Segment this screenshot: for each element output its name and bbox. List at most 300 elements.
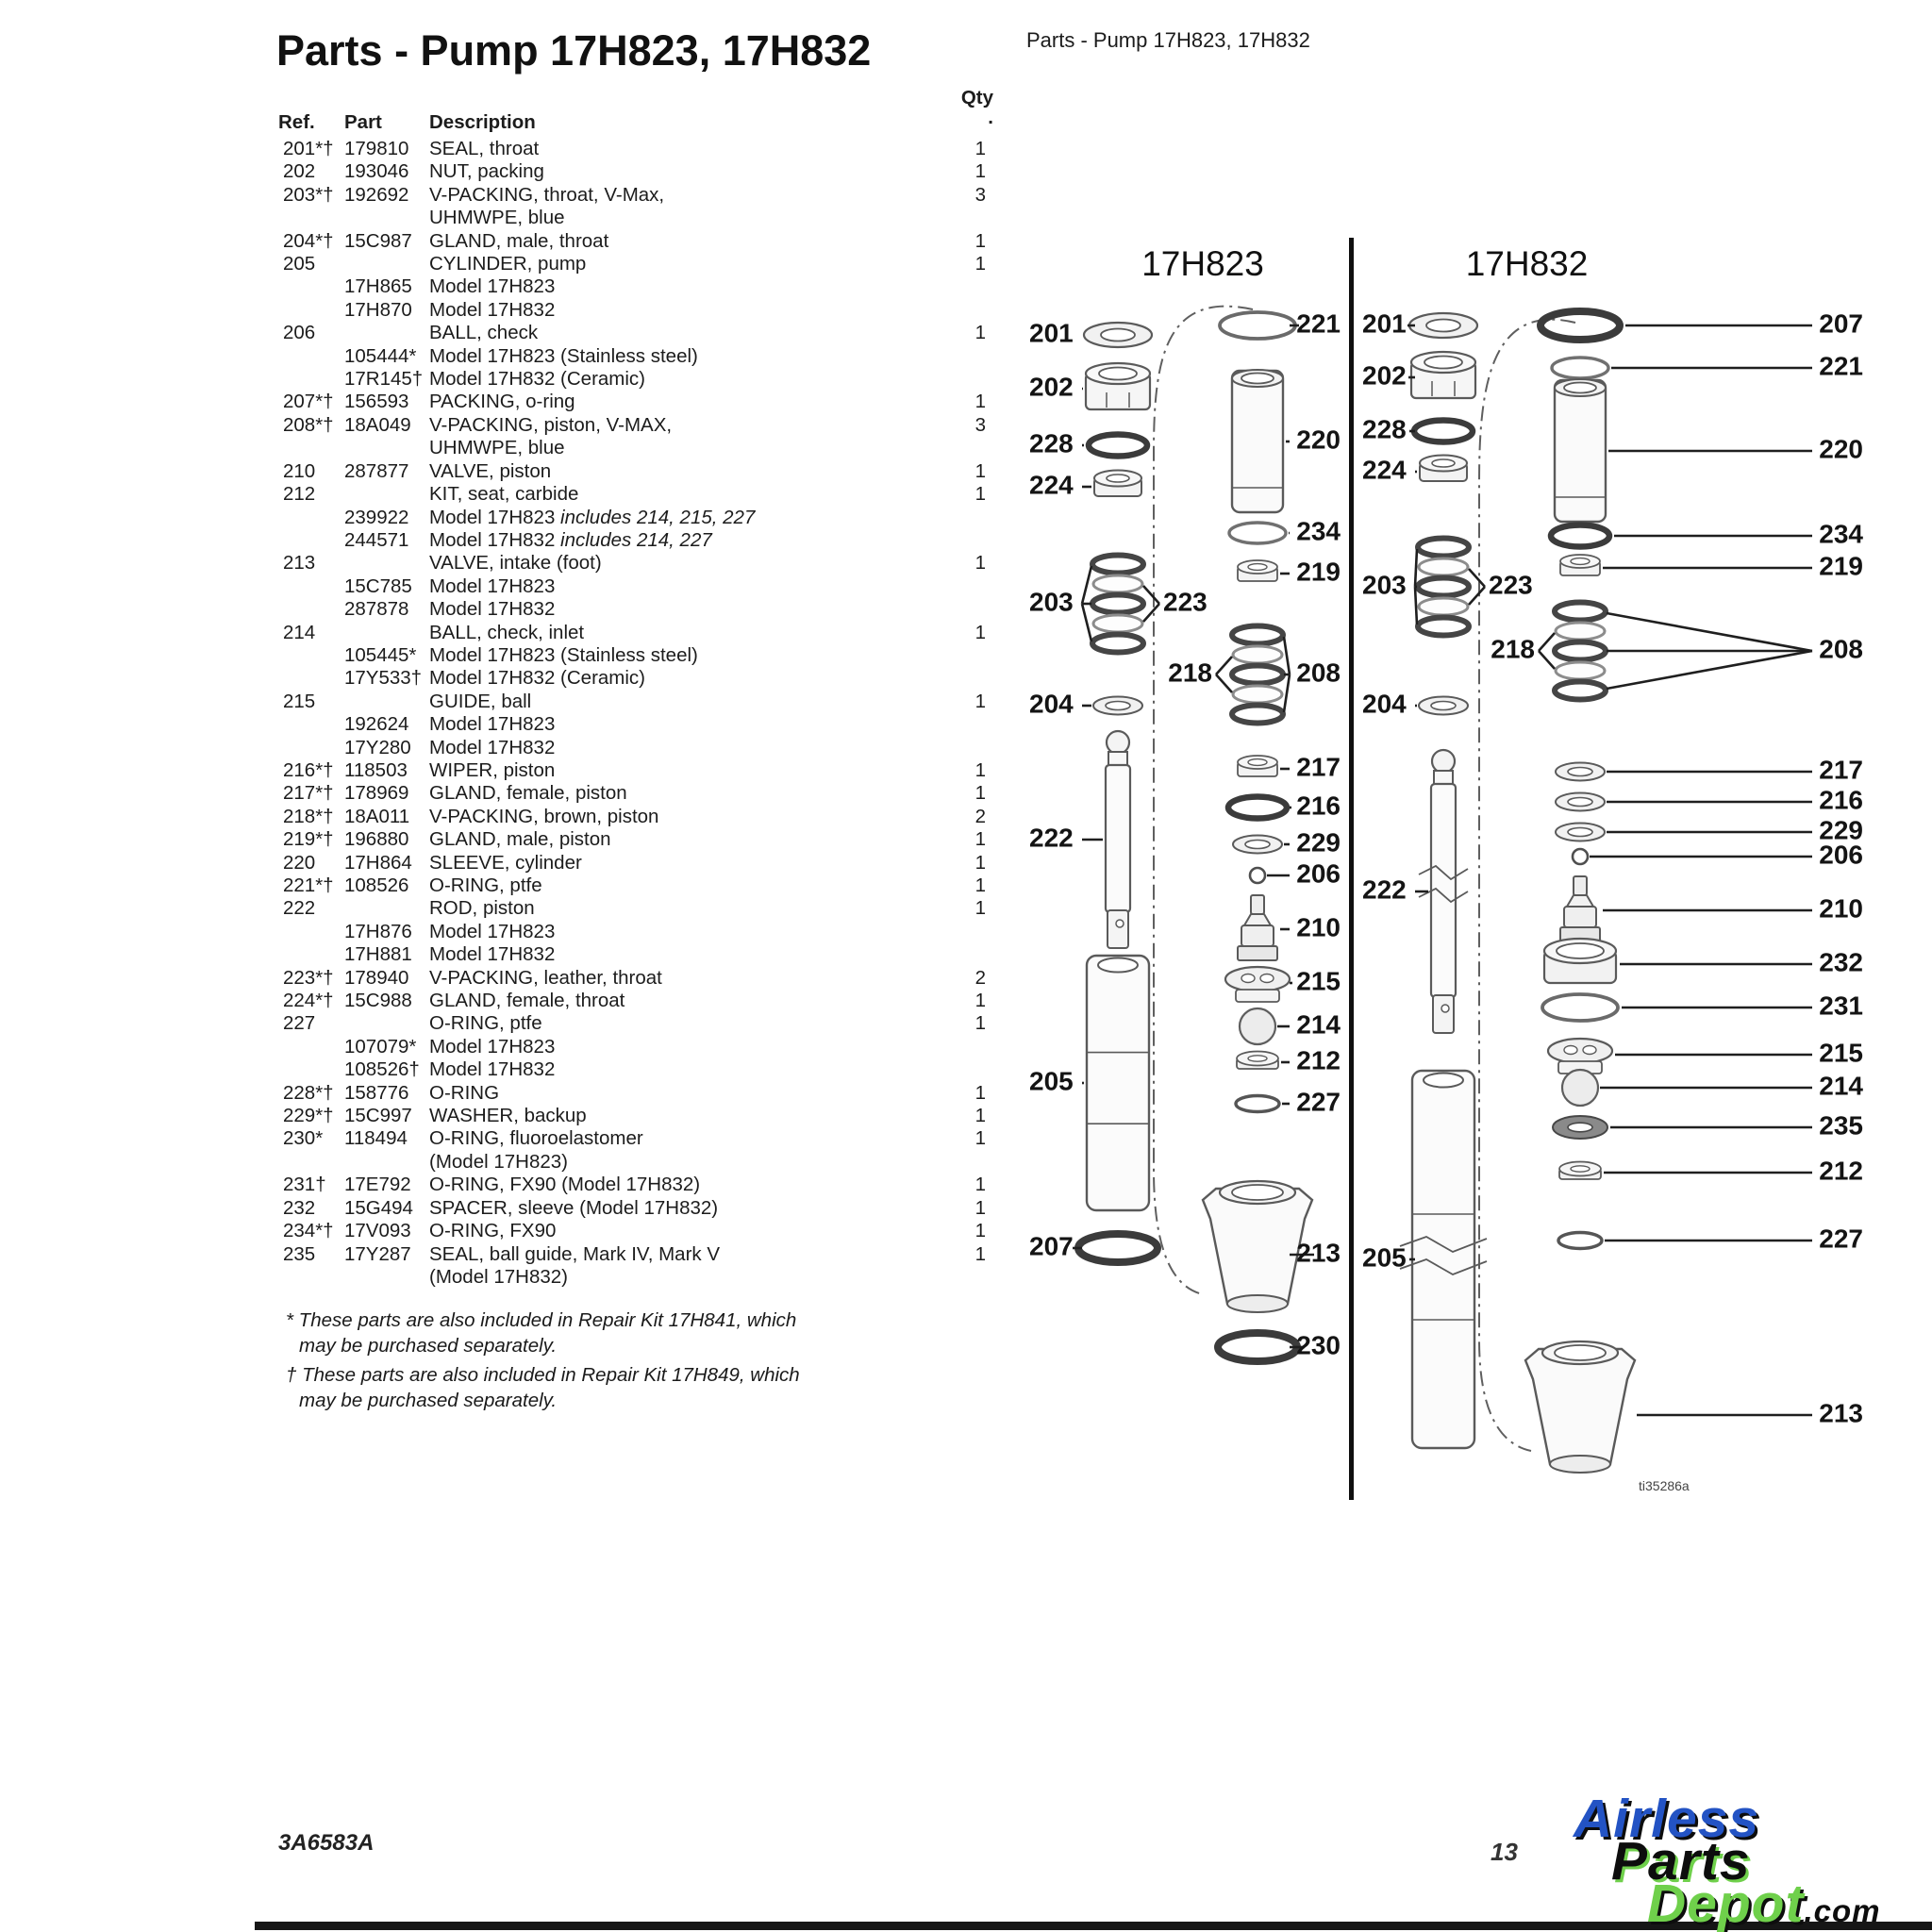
part-number-cell: 17E792 — [344, 1174, 411, 1196]
ref-cell: 217*† — [283, 782, 334, 805]
part-number-cell: 158776 — [344, 1081, 409, 1104]
part-number-cell: 105445* — [344, 643, 417, 666]
callout-label: 224 — [1362, 455, 1407, 485]
description-cell: O-RING — [429, 1081, 500, 1104]
description-cell: Model 17H832 — [429, 298, 556, 321]
ref-column-header: Ref. — [278, 111, 315, 133]
callout-label: 229 — [1296, 827, 1341, 858]
qty-cell — [931, 1058, 988, 1081]
callout-label: 214 — [1819, 1071, 1863, 1101]
callout-label: 227 — [1819, 1224, 1863, 1254]
qty-cell — [931, 507, 988, 529]
table-row — [278, 667, 988, 690]
qty-cell: 1 — [974, 459, 986, 482]
part-214 — [1562, 1070, 1812, 1106]
part-number-cell: 17V093 — [344, 1220, 411, 1242]
callout-label: 218 — [1168, 658, 1212, 688]
callout-label: 205 — [1029, 1066, 1074, 1096]
table-rows — [278, 138, 988, 1289]
part-205 — [1400, 1071, 1487, 1448]
qty-cell: 1 — [974, 990, 986, 1012]
part-207 — [1541, 311, 1812, 340]
part-number-cell: 179810 — [344, 138, 409, 159]
part-number-cell: 17H870 — [344, 298, 412, 321]
description-cell: WASHER, backup — [429, 1105, 587, 1127]
callout-label: 229 — [1819, 815, 1863, 845]
description-cell: O-RING, fluoroelastomer (Model 17H823) — [429, 1127, 643, 1173]
ref-cell — [278, 345, 344, 368]
qty-cell: 1 — [974, 229, 986, 252]
qty-cell: 2 — [974, 966, 986, 989]
part-number-cell: 18A011 — [344, 805, 410, 827]
qty-cell: 1 — [974, 828, 986, 851]
part-number-cell: 244571 — [344, 528, 409, 551]
table-row — [278, 990, 988, 1012]
description-cell: Model 17H832 — [429, 1058, 556, 1081]
qty-cell: 1 — [974, 391, 986, 413]
table-row — [278, 160, 988, 183]
page-title: Parts - Pump 17H823, 17H832 — [276, 26, 872, 75]
table-row — [278, 275, 988, 298]
part-216 — [1556, 793, 1812, 811]
callout-label: 205 — [1362, 1242, 1407, 1273]
part-number-cell: 107079* — [344, 1035, 417, 1058]
table-row — [278, 368, 988, 391]
part-number-cell: 118503 — [344, 758, 408, 781]
part-221 — [1220, 312, 1299, 339]
ref-cell: 215 — [283, 690, 316, 712]
ref-cell: 230* — [283, 1127, 324, 1150]
exploded-diagram-17H832 — [1358, 236, 1873, 1500]
table-row — [278, 897, 988, 920]
part-number-cell: 192692 — [344, 183, 409, 206]
description-cell: V-PACKING, piston, V-MAX, UHMWPE, blue — [429, 413, 673, 459]
table-row — [278, 1220, 988, 1242]
table-row — [278, 575, 988, 598]
qty-cell — [931, 713, 988, 736]
qty-cell — [931, 644, 988, 667]
part-number-cell: 18A049 — [344, 413, 411, 436]
callout-label: 217 — [1296, 752, 1341, 782]
callout-label: 202 — [1362, 360, 1407, 391]
table-row — [278, 691, 988, 713]
part-201 — [1082, 323, 1152, 347]
part-number-cell: 17Y287 — [344, 1242, 411, 1265]
callout-label: 221 — [1819, 351, 1863, 381]
qty-cell: 1 — [974, 874, 986, 896]
callout-label: 206 — [1819, 840, 1863, 870]
table-row — [278, 874, 988, 897]
description-cell: GLAND, male, throat — [429, 229, 609, 252]
description-cell: Model 17H823 — [429, 275, 556, 298]
part-number-cell: 17H864 — [344, 851, 412, 874]
callout-label: 223 — [1489, 570, 1533, 600]
ref-cell — [278, 275, 344, 298]
callout-label: 201 — [1362, 308, 1407, 339]
part-231 — [1542, 994, 1812, 1021]
description-cell: Model 17H832 includes 214, 227 — [429, 528, 712, 551]
callout-label: 215 — [1296, 966, 1341, 996]
ref-cell: 208*† — [283, 413, 334, 436]
ref-cell: 231† — [283, 1174, 326, 1196]
part-number-cell: 118494 — [344, 1127, 408, 1150]
description-cell: CYLINDER, pump — [429, 253, 587, 275]
callout-label: 220 — [1296, 425, 1341, 455]
qty-cell: 1 — [974, 1220, 986, 1242]
ref-cell: 206 — [283, 322, 316, 344]
ref-cell: 201*† — [283, 138, 334, 159]
ref-cell — [278, 713, 344, 736]
ref-cell: 222 — [283, 897, 316, 920]
part-number-cell — [344, 897, 429, 920]
part-204 — [1415, 697, 1468, 715]
page-number: 13 — [1491, 1838, 1518, 1866]
callout-label: 204 — [1362, 689, 1407, 719]
description-cell: Model 17H823 (Stainless steel) — [429, 643, 698, 666]
part-229 — [1233, 836, 1290, 854]
ref-cell: 207*† — [283, 391, 334, 413]
qty-cell — [931, 598, 988, 621]
callout-label: 213 — [1296, 1238, 1341, 1268]
table-row — [278, 322, 988, 344]
table-row — [278, 345, 988, 368]
part-213 — [1525, 1341, 1812, 1473]
ref-cell: 227 — [283, 1012, 316, 1035]
description-cell: NUT, packing — [429, 160, 544, 183]
description-cell: O-RING, ptfe — [429, 1012, 542, 1035]
ref-cell: 203*† — [283, 183, 334, 206]
part-number-cell: 17R145† — [344, 368, 424, 391]
table-row — [278, 1127, 988, 1174]
part-215 — [1548, 1039, 1812, 1074]
qty-cell: 1 — [974, 1105, 986, 1127]
ref-cell: 232 — [283, 1196, 316, 1219]
diagram-title: 17H832 — [1465, 244, 1589, 283]
table-row — [278, 967, 988, 990]
description-cell: SLEEVE, cylinder — [429, 851, 582, 874]
part-number-cell: 178969 — [344, 782, 409, 805]
description-cell: SPACER, sleeve (Model 17H832) — [429, 1196, 719, 1219]
part-232 — [1544, 939, 1812, 983]
ref-cell: 229*† — [283, 1105, 334, 1127]
part-215 — [1225, 967, 1292, 1002]
part-number-cell: 178940 — [344, 966, 409, 989]
callout-label: 234 — [1819, 519, 1863, 549]
callout-label: 202 — [1029, 372, 1074, 402]
callout-label: 208 — [1296, 658, 1341, 688]
description-column-header: Description — [429, 111, 536, 133]
callout-label: 219 — [1296, 557, 1341, 587]
description-cell: GUIDE, ball — [429, 690, 532, 712]
airless-parts-depot-logo — [1574, 1789, 1881, 1932]
part-number-cell: 108526 — [344, 874, 409, 896]
part-column-header: Part — [344, 111, 382, 133]
table-row — [278, 713, 988, 736]
description-cell: VALVE, intake (foot) — [429, 552, 602, 575]
table-row — [278, 507, 988, 529]
ref-cell: 204*† — [283, 229, 334, 252]
part-220 — [1232, 370, 1290, 512]
qty-cell: 1 — [974, 782, 986, 805]
table-row — [278, 1036, 988, 1058]
callout-label: 234 — [1296, 516, 1341, 546]
table-row — [278, 552, 988, 575]
part-number-cell — [344, 1012, 429, 1035]
description-cell: Model 17H832 — [429, 736, 556, 758]
qty-cell: 2 — [974, 805, 986, 827]
part-number-cell: 15C785 — [344, 575, 412, 597]
qty-cell: 3 — [974, 413, 986, 436]
part-235 — [1553, 1116, 1812, 1139]
qty-cell: 1 — [974, 1196, 986, 1219]
description-cell: O-RING, ptfe — [429, 874, 542, 896]
part-number-cell: 108526† — [344, 1058, 420, 1081]
callout-label: 216 — [1819, 785, 1863, 815]
qty-cell: 1 — [974, 1012, 986, 1035]
qty-cell — [931, 575, 988, 598]
exploded-diagram-17H823 — [1024, 236, 1349, 1500]
callout-label: 222 — [1029, 823, 1074, 853]
qty-cell: 1 — [974, 690, 986, 712]
ref-cell: 218*† — [283, 805, 334, 827]
part-number-cell: 105444* — [344, 344, 417, 367]
ref-cell: 221*† — [283, 874, 334, 896]
callout-label: 212 — [1819, 1156, 1863, 1186]
qty-cell — [931, 299, 988, 322]
part-number-cell: 17H865 — [344, 275, 412, 298]
table-row — [278, 737, 988, 759]
logo-word-parts: Parts — [1611, 1831, 1751, 1891]
table-row — [278, 759, 988, 782]
part-number-cell — [344, 622, 429, 644]
description-cell: BALL, check, inlet — [429, 621, 585, 643]
part-number-cell: 196880 — [344, 828, 409, 851]
qty-cell: 1 — [974, 322, 986, 344]
part-208 — [1216, 626, 1290, 724]
part-201 — [1407, 313, 1477, 338]
description-cell: GLAND, male, piston — [429, 828, 611, 851]
qty-column-header: Qty — [960, 87, 993, 108]
ref-cell: 212 — [283, 483, 316, 506]
callout-label: 227 — [1296, 1087, 1341, 1117]
description-cell: KIT, seat, carbide — [429, 483, 579, 506]
callout-label: 206 — [1296, 858, 1341, 889]
table-header-row — [278, 111, 988, 134]
description-cell: Model 17H832 — [429, 598, 556, 621]
ref-cell — [278, 1058, 344, 1081]
part-208 — [1539, 603, 1812, 700]
callout-label: 220 — [1819, 434, 1863, 464]
table-row — [278, 1174, 988, 1196]
part-203 — [1082, 556, 1159, 653]
qty-cell — [931, 737, 988, 759]
table-row — [278, 1082, 988, 1105]
qty-cell: 1 — [974, 552, 986, 575]
callout-label: 218 — [1491, 634, 1535, 664]
table-row — [278, 852, 988, 874]
description-cell: VALVE, piston — [429, 459, 552, 482]
qty-cell — [931, 368, 988, 391]
callout-label: 217 — [1819, 755, 1863, 785]
footnote: * These parts are also included in Repair Kit 17H841, which may be purchased separately. — [286, 1309, 797, 1357]
qty-cell — [931, 943, 988, 966]
qty-cell: 1 — [974, 1242, 986, 1265]
part-202 — [1082, 363, 1150, 409]
part-234 — [1551, 525, 1812, 547]
callout-label: 213 — [1819, 1398, 1863, 1428]
table-row — [278, 414, 988, 460]
part-number-cell: 156593 — [344, 391, 409, 413]
table-row — [278, 921, 988, 943]
description-cell: ROD, piston — [429, 897, 535, 920]
table-row — [278, 943, 988, 966]
table-row — [278, 529, 988, 552]
table-row — [278, 1105, 988, 1127]
ref-cell — [278, 507, 344, 529]
qty-cell: 1 — [974, 758, 986, 781]
part-number-cell: 17Y280 — [344, 736, 411, 758]
qty-cell: 1 — [974, 253, 986, 275]
qty-cell: 1 — [974, 1174, 986, 1196]
part-217 — [1556, 763, 1812, 781]
part-220 — [1555, 379, 1812, 522]
footnote: † These parts are also included in Repair Kit 17H849, which may be purchased separately. — [286, 1364, 800, 1411]
part-227 — [1236, 1096, 1290, 1112]
description-cell: SEAL, throat — [429, 138, 540, 159]
description-cell: Model 17H823 — [429, 575, 556, 597]
logo-suffix-com: .com — [1804, 1893, 1881, 1928]
part-number-cell: 287877 — [344, 459, 409, 482]
part-number-cell: 17Y533† — [344, 667, 423, 690]
description-cell: SEAL, ball guide, Mark IV, Mark V (Model 17H832) — [429, 1242, 721, 1288]
table-row — [278, 622, 988, 644]
table-row — [278, 1012, 988, 1035]
ref-cell: 213 — [283, 552, 316, 575]
ref-cell: 214 — [283, 621, 316, 643]
callout-label: 210 — [1819, 893, 1863, 924]
footnotes — [286, 1307, 800, 1417]
ref-cell — [278, 575, 344, 598]
ref-cell — [278, 598, 344, 621]
part-number-cell — [344, 691, 429, 713]
part-number-cell: 15C987 — [344, 229, 412, 252]
ref-cell — [278, 1036, 344, 1058]
part-224 — [1082, 471, 1141, 497]
qty-header-dot: . — [988, 107, 993, 128]
callout-label: 201 — [1029, 318, 1074, 348]
description-cell: V-PACKING, brown, piston — [429, 805, 659, 827]
table-row — [278, 828, 988, 851]
ref-cell — [278, 737, 344, 759]
callout-label: 212 — [1296, 1045, 1341, 1075]
part-number-cell: 17H881 — [344, 943, 412, 966]
callout-label: 210 — [1296, 912, 1341, 942]
part-217 — [1238, 756, 1290, 776]
part-203 — [1415, 539, 1485, 636]
part-219 — [1560, 555, 1812, 575]
part-210 — [1238, 895, 1290, 960]
description-cell: Model 17H823 — [429, 713, 556, 736]
table-row — [278, 782, 988, 805]
qty-cell: 1 — [974, 1081, 986, 1104]
callout-label: 232 — [1819, 947, 1863, 977]
callout-label: 203 — [1029, 587, 1074, 617]
callout-label: 224 — [1029, 470, 1074, 500]
table-row — [278, 483, 988, 506]
part-234 — [1229, 523, 1290, 543]
table-row — [278, 644, 988, 667]
part-number-cell: 193046 — [344, 160, 409, 183]
part-number-cell: 287878 — [344, 598, 409, 621]
part-222 — [1415, 750, 1468, 1033]
callout-label: 221 — [1296, 308, 1341, 339]
callout-label: 214 — [1296, 1009, 1341, 1040]
part-number-cell: 15C997 — [344, 1105, 412, 1127]
part-number-cell: 15G494 — [344, 1196, 413, 1219]
part-227 — [1558, 1233, 1812, 1249]
ref-cell — [278, 368, 344, 391]
ref-cell: 220 — [283, 851, 316, 874]
part-number-cell — [344, 483, 429, 506]
description-cell: WIPER, piston — [429, 758, 556, 781]
qty-cell — [931, 1036, 988, 1058]
part-219 — [1238, 560, 1290, 581]
running-header: Parts - Pump 17H823, 17H832 — [1026, 28, 1310, 52]
part-216 — [1228, 797, 1291, 819]
ref-cell: 224*† — [283, 990, 334, 1012]
part-204 — [1082, 697, 1142, 715]
table-row — [278, 1243, 988, 1290]
description-cell: PACKING, o-ring — [429, 391, 575, 413]
ref-cell — [278, 644, 344, 667]
part-224 — [1415, 456, 1467, 482]
part-212 — [1237, 1052, 1290, 1070]
diagram-title: 17H823 — [1141, 244, 1264, 283]
description-cell: Model 17H823 (Stainless steel) — [429, 344, 698, 367]
document-number: 3A6583A — [278, 1830, 375, 1856]
logo-word-depot: Depot.com — [1647, 1874, 1881, 1932]
qty-cell: 1 — [974, 138, 986, 159]
callout-label: 204 — [1029, 689, 1074, 719]
callout-label: 207 — [1819, 308, 1863, 339]
description-cell: GLAND, female, piston — [429, 782, 627, 805]
qty-cell: 1 — [974, 851, 986, 874]
callout-label: 208 — [1819, 634, 1863, 664]
ref-cell: 219*† — [283, 828, 334, 851]
qty-cell — [931, 345, 988, 368]
description-cell: V-PACKING, throat, V-Max, UHMWPE, blue — [429, 183, 665, 229]
table-row — [278, 138, 988, 160]
table-row — [278, 1058, 988, 1081]
qty-cell: 1 — [974, 483, 986, 506]
logo-word-airless: Airless — [1574, 1789, 1760, 1849]
part-229 — [1556, 824, 1812, 841]
callout-label: 216 — [1296, 791, 1341, 821]
callout-label: 228 — [1362, 414, 1407, 444]
part-205 — [1082, 956, 1149, 1210]
description-cell: Model 17H823 — [429, 920, 556, 942]
description-cell: BALL, check — [429, 322, 539, 344]
callout-label: 219 — [1819, 551, 1863, 581]
callout-label: 231 — [1819, 991, 1863, 1021]
description-cell: Model 17H832 (Ceramic) — [429, 368, 646, 391]
ref-cell — [278, 921, 344, 943]
callout-label: 228 — [1029, 428, 1074, 458]
description-cell: GLAND, female, throat — [429, 990, 625, 1012]
part-number-cell — [344, 253, 429, 275]
table-row — [278, 806, 988, 828]
ref-cell: 205 — [283, 253, 316, 275]
